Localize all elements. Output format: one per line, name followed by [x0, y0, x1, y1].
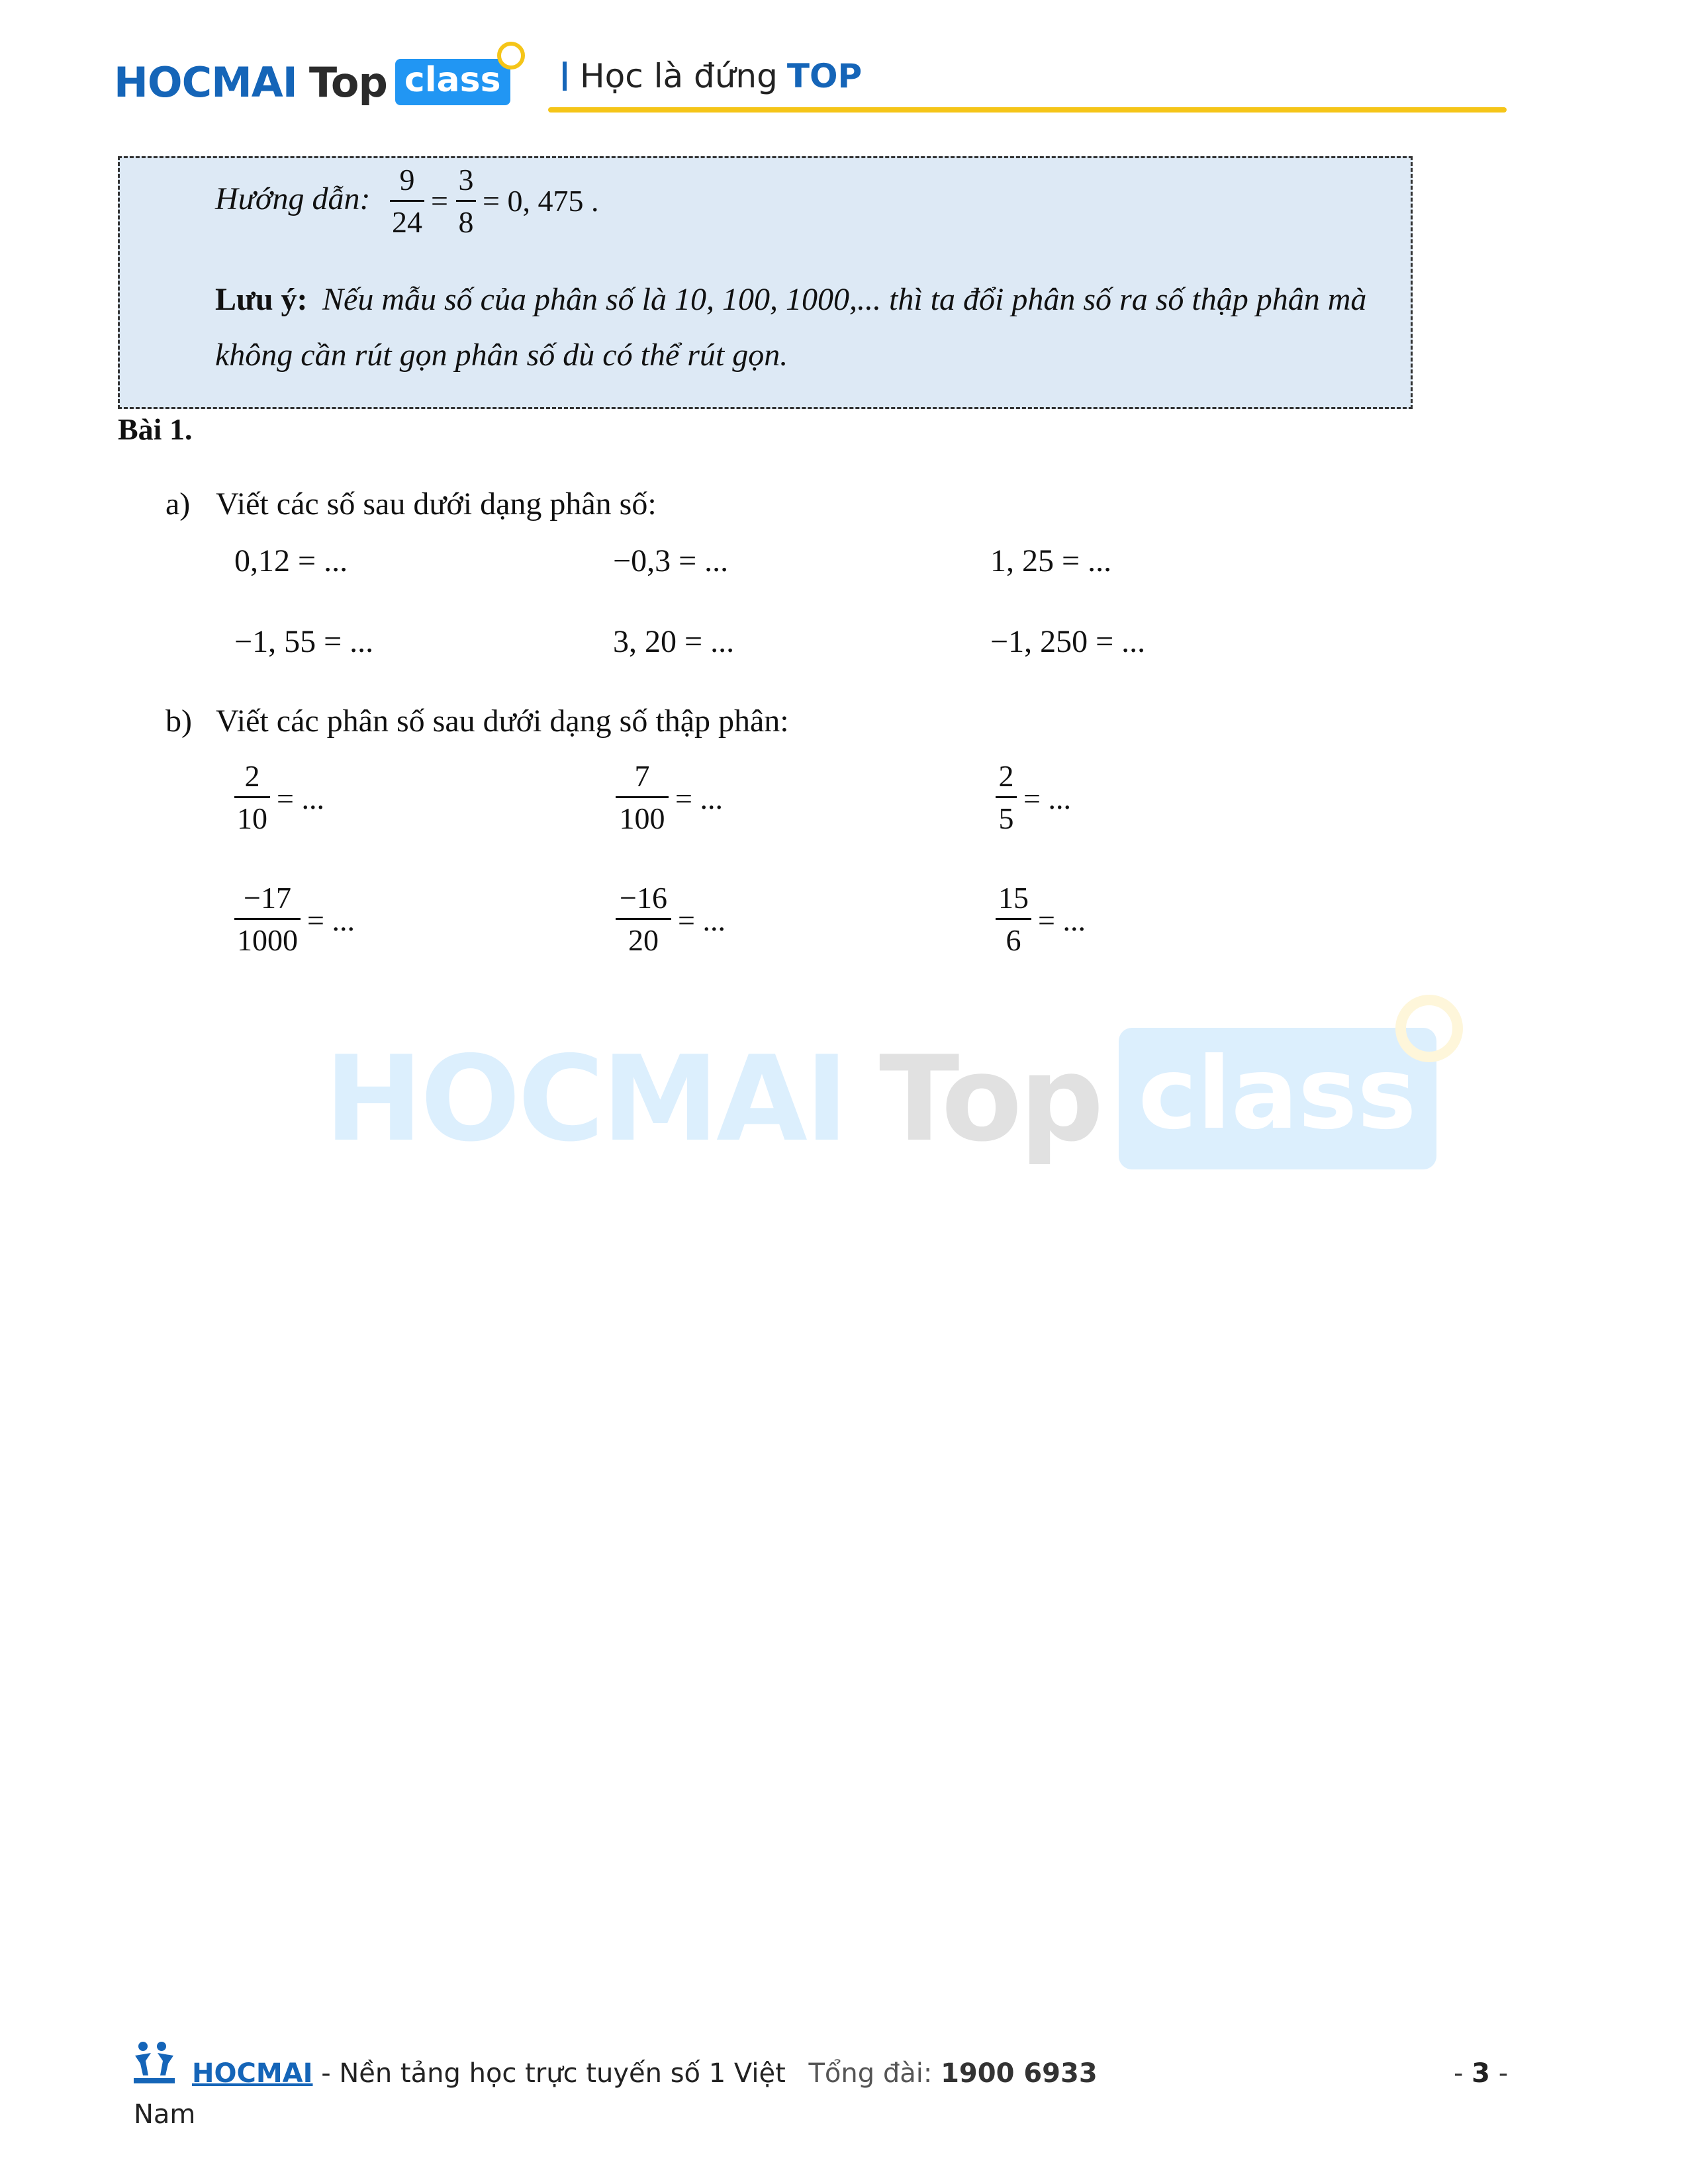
- fraction-numerator: −16: [620, 881, 667, 915]
- page-number: [1454, 2058, 1508, 2089]
- fraction-denominator: 10: [237, 801, 267, 835]
- part-a-item-2: −0,3 = ...: [613, 543, 729, 578]
- part-a-item-4: −1, 55 = ...: [234, 624, 374, 659]
- remark-line-2: không cần rút gọn phân số dù có thể rút gọn.: [215, 338, 788, 373]
- footer-tagline-wrap: Nam: [134, 2099, 196, 2130]
- part-b-fraction-1: [234, 758, 270, 836]
- page-header: [0, 0, 1688, 132]
- fraction-numerator: 7: [634, 759, 650, 793]
- hocmai-figures-icon: [131, 2038, 177, 2085]
- fraction-bar: [456, 200, 476, 202]
- part-b-rhs-2: = ...: [675, 782, 723, 815]
- part-a-item-1: 0,12 = ...: [234, 543, 348, 578]
- footer-brand-link[interactable]: HOCMAI: [192, 2058, 313, 2089]
- part-b-rhs-5: = ...: [678, 903, 726, 937]
- slogan-prefix: Học là đứng: [580, 57, 778, 95]
- equals-sign: =: [431, 184, 448, 218]
- sun-icon: [497, 42, 525, 69]
- watermark-class-badge: [1119, 1028, 1436, 1169]
- part-a-item-3: 1, 25 = ...: [990, 543, 1112, 578]
- watermark-hocmai: HOCMAI: [324, 1030, 847, 1167]
- hotline-number: 1900 6933: [941, 2058, 1098, 2089]
- footer-tagline-text: - Nền tảng học trực tuyến số 1 Việt: [312, 2058, 786, 2089]
- remark-label: Lưu ý:: [215, 282, 308, 317]
- guide-fraction-2: [456, 162, 476, 240]
- logo-class-badge: [395, 59, 510, 105]
- logo-hocmai-text: HOCMAI: [114, 58, 297, 107]
- part-b-rhs-1: = ...: [277, 782, 324, 815]
- fraction-denominator: 6: [1006, 923, 1021, 957]
- guide-fraction-1: [390, 162, 424, 240]
- header-divider: [548, 107, 1507, 113]
- hocmai-topclass-logo: [114, 56, 510, 109]
- page-number-value: 3: [1472, 2058, 1490, 2089]
- slogan: [563, 57, 862, 95]
- fraction-numerator: 2: [244, 759, 260, 793]
- logo-class-text: class: [404, 60, 501, 100]
- fraction-numerator: 15: [998, 881, 1029, 915]
- fraction-bar: [616, 918, 671, 920]
- exercise-title: Bài 1.: [118, 412, 193, 446]
- logo-top-text: Top: [308, 58, 387, 107]
- guide-result: = 0, 475 .: [483, 184, 599, 218]
- fraction-bar: [996, 796, 1017, 798]
- fraction-numerator: 9: [399, 163, 415, 197]
- slogan-emphasis: TOP: [786, 57, 863, 95]
- part-b-fraction-3: [996, 758, 1017, 836]
- page-suffix: -: [1490, 2058, 1509, 2089]
- fraction-numerator: 3: [458, 163, 474, 197]
- footer-tagline: [192, 2058, 1098, 2089]
- part-b-rhs-6: = ...: [1038, 903, 1086, 937]
- fraction-numerator: −17: [244, 881, 291, 915]
- sun-icon: [1395, 995, 1463, 1062]
- fraction-denominator: 1000: [237, 923, 298, 957]
- part-a-label: a): [165, 486, 191, 522]
- part-b-rhs-3: = ...: [1023, 782, 1071, 815]
- watermark-logo: [324, 1032, 1436, 1165]
- part-b-fraction-4: [234, 880, 301, 958]
- part-a-prompt: Viết các số sau dưới dạng phân số:: [216, 486, 657, 522]
- part-b-fraction-6: [996, 880, 1031, 958]
- guide-note-box: [118, 156, 1413, 409]
- guide-label: Hướng dẫn:: [215, 181, 371, 216]
- fraction-numerator: 2: [998, 759, 1014, 793]
- fraction-denominator: 8: [458, 205, 474, 239]
- page-footer: [0, 2025, 1688, 2184]
- part-a-item-5: 3, 20 = ...: [613, 624, 735, 659]
- fraction-denominator: 5: [998, 801, 1014, 835]
- slogan-bar: [563, 62, 567, 91]
- fraction-bar: [390, 200, 424, 202]
- fraction-denominator: 100: [619, 801, 665, 835]
- hotline-label: Tổng đài:: [808, 2058, 933, 2089]
- fraction-bar: [996, 918, 1031, 920]
- part-b-fraction-5: [616, 880, 671, 958]
- part-a-item-6: −1, 250 = ...: [990, 624, 1146, 659]
- page-prefix: -: [1454, 2058, 1472, 2089]
- part-b-label: b): [165, 704, 192, 739]
- fraction-denominator: 20: [628, 923, 659, 957]
- watermark-class: class: [1138, 1036, 1417, 1152]
- fraction-denominator: 24: [392, 205, 422, 239]
- remark-line-1: Nếu mẫu số của phân số là 10, 100, 1000,... thì ta đổi phân số ra số thập phân mà: [322, 282, 1367, 317]
- fraction-bar: [234, 796, 270, 798]
- fraction-bar: [616, 796, 669, 798]
- part-b-prompt: Viết các phân số sau dưới dạng số thập phân:: [216, 704, 789, 739]
- part-b-rhs-4: = ...: [307, 903, 355, 937]
- fraction-bar: [234, 918, 301, 920]
- watermark-top: Top: [879, 1030, 1102, 1167]
- part-b-fraction-2: [616, 758, 669, 836]
